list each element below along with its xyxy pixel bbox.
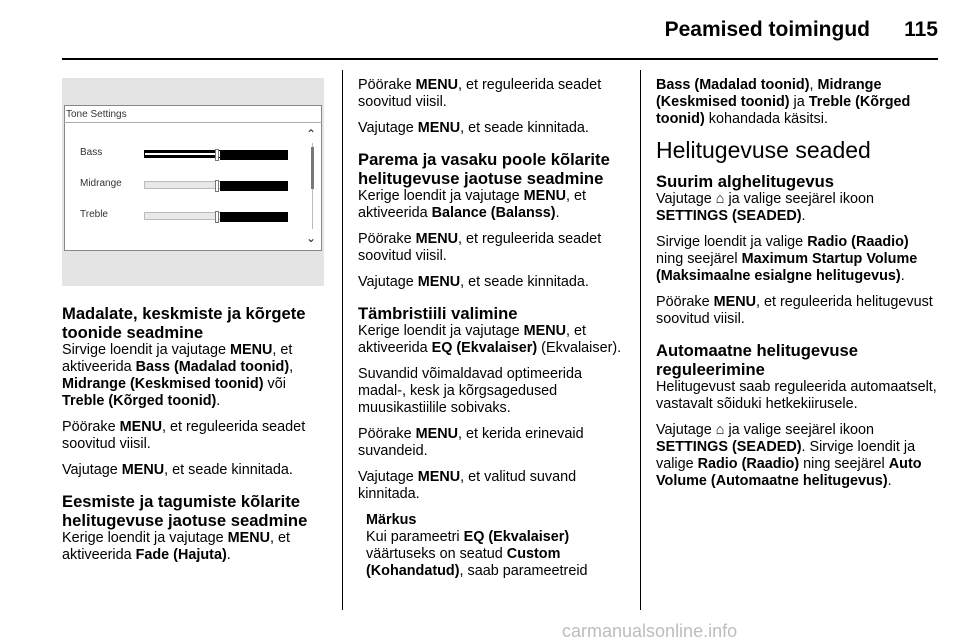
bold-term: MENU: [523, 188, 566, 204]
text-run: ning seejärel: [656, 251, 742, 267]
text-run: , et seade kinnitada.: [164, 462, 293, 478]
tone-slider: [144, 181, 288, 189]
text-run: Pöörake: [358, 77, 416, 93]
text-run: Kerige loendit ja vajutage: [358, 323, 524, 339]
bold-term: MENU: [523, 323, 566, 339]
slider-knob: [215, 180, 219, 192]
text-run: Vajutage: [358, 469, 418, 485]
bold-term: MENU: [230, 342, 273, 358]
text-run: Pöörake: [656, 294, 714, 310]
text-run: Sirvige loendit ja vajutage: [62, 342, 230, 358]
paragraph: [656, 77, 938, 128]
column-2: [358, 77, 630, 589]
text-run: .: [801, 208, 806, 224]
text-run: Vajutage: [358, 120, 418, 136]
paragraph: [62, 419, 327, 453]
text-run: Vajutage: [656, 422, 716, 438]
section-heading: Parema ja vasaku poole kõlarite helitugevuse jaotuse seadmine: [358, 150, 610, 188]
paragraph: [358, 77, 630, 111]
paragraph: [62, 530, 327, 564]
bold-term: MENU: [415, 231, 458, 247]
home-icon: ⌂: [715, 422, 725, 438]
text-run: .: [216, 393, 221, 409]
text-run: Kerige loendit ja vajutage: [62, 530, 228, 546]
text-run: Sirvige loendit ja valige: [656, 234, 808, 250]
slider-fill-right: [220, 181, 288, 191]
paragraph: [358, 323, 630, 357]
bold-term: Radio (Raadio): [807, 234, 909, 250]
text-run: , et aktiveerida: [62, 342, 293, 375]
column-divider: [640, 70, 641, 610]
text-run: .: [226, 547, 231, 563]
paragraph: [358, 274, 630, 291]
text-run: Suvandid võimaldavad optimeerida madal-, kesk ja kõrgsagedused muusikastiilile sobivaks.: [358, 366, 582, 416]
paragraph: [656, 294, 938, 328]
bold-term: MENU: [119, 419, 162, 435]
text-run: .: [555, 205, 560, 221]
bold-term: Fade (Hajuta): [135, 547, 227, 563]
bold-term: Midrange (Keskmised toonid): [62, 376, 264, 392]
text-run: või: [263, 376, 286, 392]
tone-row-bass: [62, 145, 294, 165]
tone-row-treble: [62, 207, 294, 227]
tone-slider: [144, 212, 288, 220]
home-icon: ⌂: [715, 191, 725, 207]
slider-fill-left: [145, 213, 217, 219]
bold-term: Bass (Madalad toonid): [656, 77, 810, 93]
bold-term: MENU: [417, 469, 461, 485]
bold-term: Midrange (Keskmised toonid): [656, 77, 882, 110]
screen-title: Tone Settings: [66, 109, 127, 120]
text-run: Pöörake: [358, 426, 416, 442]
bold-term: Bass (Madalad toonid): [135, 359, 290, 375]
text-run: , et seade kinnitada.: [460, 120, 589, 136]
text-run: . Sirvige loendit ja valige: [656, 439, 916, 472]
section-heading: Suurim alghelitugevus: [656, 172, 834, 191]
text-run: Kui parameetri: [366, 529, 464, 545]
chapter-heading: Helitugevuse seaded: [656, 137, 871, 163]
text-run: , et valitud suvand kinnitada.: [358, 469, 577, 502]
tone-row-label: Treble: [80, 209, 108, 220]
bold-term: MENU: [417, 274, 461, 290]
text-run: Vajutage: [358, 274, 418, 290]
slider-fill-left: [145, 151, 217, 157]
text-run: , et aktiveerida: [62, 530, 290, 563]
note-title: Märkus: [366, 512, 417, 528]
text-run: Pöörake: [358, 231, 416, 247]
bold-term: MENU: [415, 426, 458, 442]
tone-row-midrange: [62, 176, 294, 196]
bold-term: SETTINGS (SEADED): [656, 208, 802, 224]
paragraph: [656, 422, 938, 490]
text-run: ja: [789, 94, 809, 110]
tone-row-label: Midrange: [80, 178, 122, 189]
text-run: , et reguleerida seadet soovitud viisil.: [62, 419, 306, 452]
text-run: ,: [289, 359, 294, 375]
bold-term: Custom (Kohandatud): [366, 546, 561, 579]
note-box: [366, 512, 630, 580]
chevron-down-icon: ⌄: [306, 231, 317, 245]
column-divider: [342, 70, 343, 610]
text-run: Vajutage: [656, 191, 716, 207]
bold-term: Auto Volume (Automaatne helitugevus): [656, 456, 922, 489]
watermark: carmanualsonline.info: [562, 621, 738, 641]
slider-fill-right: [220, 212, 288, 222]
text-run: , et aktiveerida: [358, 323, 586, 356]
section-heading: Tämbristiili valimine: [358, 304, 518, 323]
text-run: ning seejärel: [799, 456, 889, 472]
text-run: ja valige seejärel ikoon: [724, 191, 875, 207]
text-run: Helitugevust saab reguleerida automaatselt, vastavalt sõiduki hetkekiirusele.: [656, 379, 937, 412]
slider-fill-left: [145, 182, 217, 188]
bold-term: Treble (Kõrged toonid): [656, 94, 911, 127]
bold-term: Maximum Startup Volume (Maksimaalne esialgne helitugevus): [656, 251, 918, 284]
column-3: [656, 77, 938, 499]
tone-slider: [144, 150, 288, 158]
bold-term: Treble (Kõrged toonid): [62, 393, 217, 409]
bold-term: MENU: [227, 530, 270, 546]
bold-term: MENU: [713, 294, 756, 310]
text-run: väärtuseks on seatud: [366, 546, 507, 562]
text-run: , et reguleerida helitugevust soovitud viisil.: [656, 294, 933, 327]
paragraph: [358, 120, 630, 137]
bold-term: MENU: [415, 77, 458, 93]
page-number: 115: [904, 18, 938, 41]
section-heading: Eesmiste ja tagumiste kõlarite helitugevuse jaotuse seadmine: [62, 492, 308, 530]
bold-term: Radio (Raadio): [697, 456, 800, 472]
bold-term: Balance (Balanss): [431, 205, 556, 221]
paragraph: [656, 191, 938, 225]
tone-settings-figure: [62, 78, 324, 286]
note-text: [366, 529, 630, 580]
paragraph: [358, 366, 630, 417]
text-run: Vajutage: [62, 462, 122, 478]
column-1: [62, 304, 327, 573]
slider-knob: [215, 211, 219, 223]
paragraph: [656, 379, 938, 413]
paragraph: [358, 231, 630, 265]
paragraph: [358, 188, 630, 222]
paragraph: [62, 342, 327, 410]
text-run: , et aktiveerida: [358, 188, 586, 221]
text-run: .: [900, 268, 905, 284]
section-heading: Automaatne helitugevuse reguleerimine: [656, 341, 858, 379]
paragraph: [358, 469, 630, 503]
text-run: ja valige seejärel ikoon: [724, 422, 875, 438]
paragraph: [62, 462, 327, 479]
text-run: , et reguleerida seadet soovitud viisil.: [358, 77, 602, 110]
bold-term: EQ (Ekvalaiser): [431, 340, 538, 356]
tone-row-label: Bass: [80, 147, 103, 158]
screen-title-rule: [64, 122, 322, 123]
paragraph: [656, 234, 938, 285]
text-run: , saab parameetreid: [459, 563, 588, 579]
bold-term: EQ (Ekvalaiser): [463, 529, 570, 545]
chevron-up-icon: ⌃: [306, 127, 317, 141]
section-heading: Madalate, keskmiste ja kõrgete toonide seadmine: [62, 304, 306, 342]
header-rule: [62, 58, 938, 60]
text-run: .: [887, 473, 892, 489]
text-run: (Ekvalaiser).: [537, 340, 622, 356]
text-run: , et kerida erinevaid suvandeid.: [358, 426, 584, 459]
text-run: Pöörake: [62, 419, 120, 435]
text-run: , et seade kinnitada.: [460, 274, 589, 290]
bold-term: SETTINGS (SEADED): [656, 439, 802, 455]
page-header: [0, 0, 960, 62]
page-title: Peamised toimingud: [664, 18, 870, 41]
text-run: kohandada käsitsi.: [704, 111, 828, 127]
scrollbar: [306, 127, 318, 245]
bold-term: MENU: [417, 120, 461, 136]
text-run: , et reguleerida seadet soovitud viisil.: [358, 231, 602, 264]
text-run: Kerige loendit ja vajutage: [358, 188, 524, 204]
slider-knob: [215, 149, 219, 161]
text-run: ,: [809, 77, 818, 93]
slider-fill-right: [220, 150, 288, 160]
bold-term: MENU: [121, 462, 165, 478]
paragraph: [358, 426, 630, 460]
scrollbar-thumb: [311, 147, 314, 189]
